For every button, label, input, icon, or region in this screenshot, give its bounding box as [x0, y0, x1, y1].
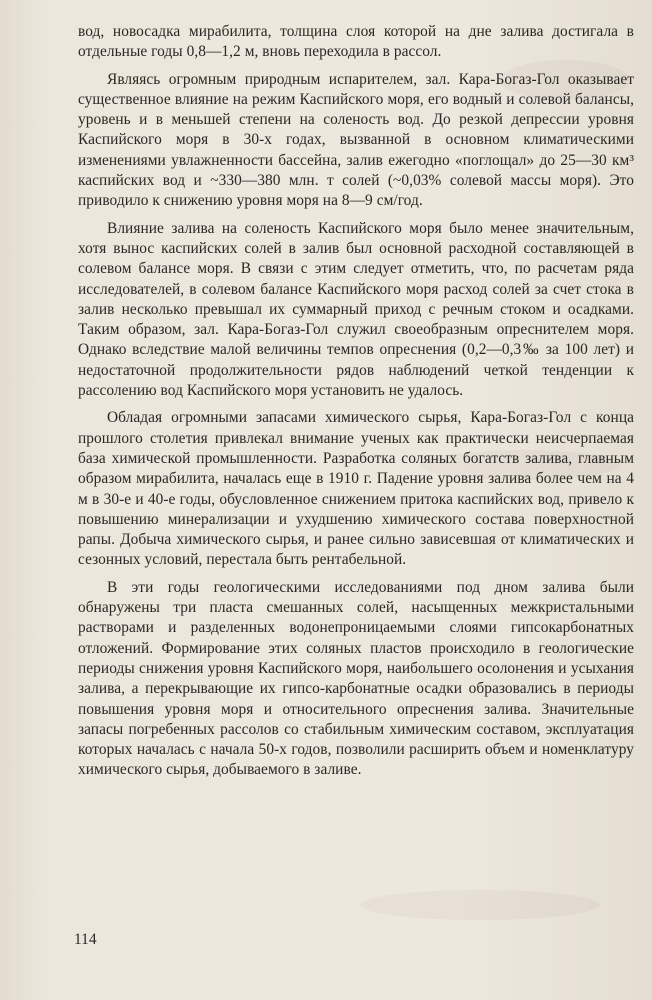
paragraph-evaporator: Являясь огромным природным испарителем, зал. Кара-Богаз-Гол оказывает существенное влияние на режим Каспийского моря, его водный и солевой балансы, уровень и в меньшей степени на соленость вод. До резкой депрессии уровня Каспийского моря в 30-х годах, вызванной в основном климатическими изменениями увлажненности бассейна, залив ежегодно «поглощал» до 25—30 км³ каспийских вод и ~330—380 млн. т солей (~0,03% солевой массы моря). Это приводило к снижению уровня моря на 8—9 см/год. — [78, 70, 634, 210]
paragraph-salinity: Влияние залива на соленость Каспийского моря было менее значительным, хотя вынос каспийских солей в залив был основной расходной составляющей в солевом балансе моря. В связи с этим следует отметить, что, по расчетам ряда исследователей, в солевом балансе Каспийского моря расход солей за счет стока в залив несколько превышал их суммарный приход с речным стоком и осадками. Таким образом, зал. Кара-Богаз-Гол служил своеобразным опреснителем моря. Однако вследствие малой величины темпов опреснения (0,2—0,3‰ за 100 лет) и недостаточной продолжительности рядов наблюдений четкой тенденции к рассолению вод Каспийского моря установить не удалось. — [78, 219, 634, 400]
paragraph-geological-research: В эти годы геологическими исследованиями под дном залива были обнаружены три пласта смешанных солей, насыщенных межкристальными растворами и разделенных водонепроницаемыми слоями гипсокарбонатных отложений. Формирование этих соляных пластов происходило в геологические периоды снижения уровня Каспийского моря, наибольшего осолонения и усыхания залива, а перекрывающие их гипсо-карбонатные осадки образовались в периоды повышения уровня моря и относительного опреснения залива. Значительные запасы погребенных рассолов со стабильным химическим составом, эксплуатация которых началась с начала 50-х годов, позволили расширить объем и номенклатуру химического сырья, добываемого в заливе. — [78, 578, 634, 779]
body-text — [78, 22, 634, 781]
paragraph-continuation: вод, новосадка мирабилита, толщина слоя которой на дне залива достигала в отдельные годы 0,8—1,2 м, вновь переходила в рассол. — [78, 23, 634, 61]
page-number: 114 — [74, 931, 97, 948]
paper-smudge — [360, 890, 600, 920]
paragraph-chemical-raw-materials: Обладая огромными запасами химического сырья, Кара-Богаз-Гол с конца прошлого столетия привлекал внимание ученых как практически неисчерпаемая база химической промышленности. Разработка соляных богатств залива, главным образом мирабилита, началась еще в 1910 г. Падение уровня залива более чем на 4 м в 30-е и 40-е годы, обусловленное снижением притока каспийских вод, привело к повышению минерализации и ухудшению химического состава поверхностной рапы. Добыча химического сырья, и ранее сильно зависевшая от климатических и сезонных условий, перестала быть рентабельной. — [78, 409, 634, 569]
